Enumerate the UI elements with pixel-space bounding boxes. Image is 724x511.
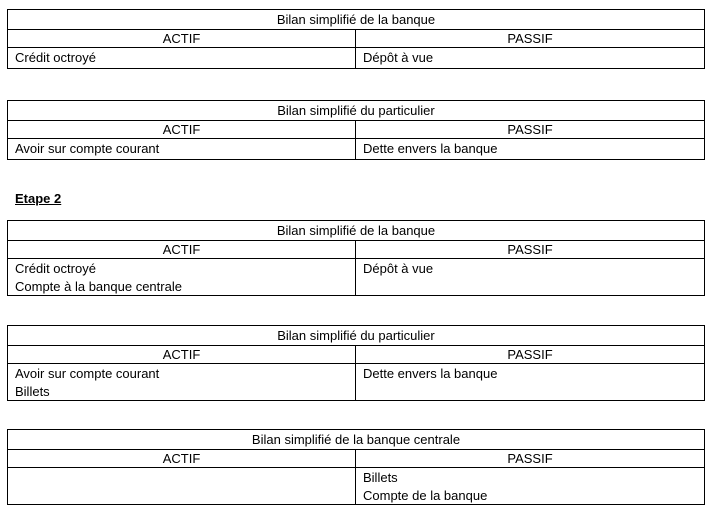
passif-cell xyxy=(356,468,704,504)
actif-item: Crédit octroyé xyxy=(15,261,96,276)
actif-header: ACTIF xyxy=(8,450,356,467)
bilan-particulier-etape2 xyxy=(7,325,705,401)
passif-header: PASSIF xyxy=(507,242,553,257)
actif-header: ACTIF xyxy=(8,121,356,138)
passif-header: PASSIF xyxy=(507,122,553,137)
passif-cell xyxy=(356,364,704,400)
bilan-banque-etape2 xyxy=(7,220,705,296)
actif-cell xyxy=(8,259,356,295)
actif-header: ACTIF xyxy=(8,241,356,258)
passif-item: Dette envers la banque xyxy=(363,141,498,156)
table-title: Bilan simplifié de la banque xyxy=(8,221,704,241)
table-title: Bilan simplifié de la banque xyxy=(8,10,704,30)
actif-header: ACTIF xyxy=(8,30,356,47)
table-title: Bilan simplifié de la banque centrale xyxy=(8,430,704,450)
bilan-particulier-etape1 xyxy=(7,100,705,160)
passif-cell xyxy=(356,139,704,159)
bilan-banque-etape1 xyxy=(7,9,705,69)
actif-item: Billets xyxy=(15,384,50,399)
actif-cell xyxy=(8,364,356,400)
passif-header: PASSIF xyxy=(507,451,553,466)
passif-item: Compte de la banque xyxy=(363,488,488,503)
passif-header: PASSIF xyxy=(507,31,553,46)
passif-item: Billets xyxy=(363,470,398,485)
actif-item: Avoir sur compte courant xyxy=(15,366,160,381)
passif-item: Dépôt à vue xyxy=(363,261,434,276)
table-title: Bilan simplifié du particulier xyxy=(8,101,704,121)
passif-cell xyxy=(356,48,704,68)
table-title: Bilan simplifié du particulier xyxy=(8,326,704,346)
passif-item: Dette envers la banque xyxy=(363,366,498,381)
passif-cell xyxy=(356,259,704,295)
etape-heading: Etape 2 xyxy=(15,191,62,206)
actif-header: ACTIF xyxy=(8,346,356,363)
actif-item: Compte à la banque centrale xyxy=(15,279,182,294)
actif-item: Crédit octroyé xyxy=(15,50,96,65)
bilan-banque-centrale xyxy=(7,429,705,505)
actif-cell xyxy=(8,48,356,68)
passif-header: PASSIF xyxy=(507,347,553,362)
actif-cell xyxy=(8,139,356,159)
passif-item: Dépôt à vue xyxy=(363,50,434,65)
actif-cell xyxy=(8,468,356,504)
actif-item: Avoir sur compte courant xyxy=(15,141,160,156)
